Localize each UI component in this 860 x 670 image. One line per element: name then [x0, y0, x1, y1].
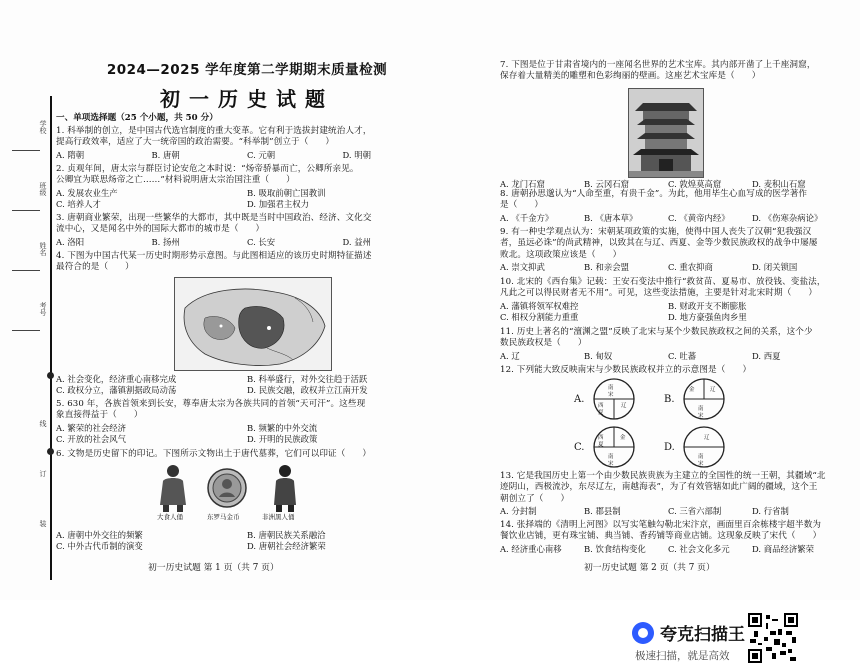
question-stem: 13. 它是我国历史上第一个由少数民族贵族为主建立的全国性的统一王朝，其疆域“北 迹阴山，西极流沙，东尽辽左，南越海表”，为了有效管辖如此广阔的疆域，这个王 朝创立了（ ）: [500, 471, 826, 504]
option-a[interactable]: A. 社会变化，经济重心南移完成: [56, 374, 177, 384]
fill-line: [12, 210, 40, 211]
mogao-caves-image: [628, 88, 704, 178]
option-d[interactable]: D. 《伤寒杂病论》: [752, 212, 823, 223]
scanner-slogan: 极速扫描，就是高效: [635, 650, 730, 662]
option-a[interactable]: A. 繁荣的社会经济: [56, 422, 126, 433]
option-c[interactable]: C. 相权分割能力重重: [500, 311, 579, 322]
region-diagram: [682, 425, 726, 469]
option-a[interactable]: A. 隋朝: [56, 149, 85, 160]
question-1: [56, 126, 438, 161]
option-c[interactable]: C. 元朝: [247, 149, 276, 160]
question-stem: 8. 唐朝孙思邈认为“人命至重，有贵千金”。为此，他用毕生心血写成的医学著作 是（ ）: [500, 189, 808, 211]
option-c[interactable]: C. 敦煌莫高窟: [668, 179, 722, 189]
region-label: 辽: [710, 387, 716, 393]
option-a[interactable]: A. 经济重心南移: [500, 543, 562, 554]
option-a[interactable]: A. 《千金方》: [500, 212, 554, 223]
option-c[interactable]: C. 政权分立，藩镇割据政局动荡: [56, 385, 177, 396]
option-b[interactable]: B. 《唐本草》: [584, 212, 638, 223]
option-b[interactable]: B. 频繁的中外交流: [247, 422, 318, 433]
option-a[interactable]: A. 辽: [500, 350, 520, 361]
figurine-graphic: [265, 463, 305, 513]
page-footer: 初一历史试题 第 1 页（共 7 页）: [148, 563, 279, 573]
option-d[interactable]: D. 加强君主权力: [247, 198, 309, 209]
question-8: [500, 189, 836, 224]
option-d[interactable]: D. 西夏: [752, 350, 781, 361]
option-a[interactable]: A. 分封制: [500, 506, 537, 517]
historical-map-image: [174, 277, 332, 371]
option-c[interactable]: C. 培养人才: [56, 198, 101, 209]
fill-line: [12, 330, 40, 331]
region-label: 南宋: [698, 406, 704, 420]
map-graphic: [175, 278, 331, 370]
scanner-brand-name: 夸克扫描王: [660, 625, 745, 645]
question-5: [56, 399, 438, 445]
question-stem: 2. 贞观年间，唐太宗与群臣讨论安危之本时说：“炀帝骄暴而亡，公卿所亲见。 公卿宜为联思炀帝之亡……”材料说明唐太宗治国注重（ ）: [56, 164, 359, 186]
exam-subject-title: 初一历史试题: [160, 87, 334, 111]
option-a[interactable]: A. 发展农业生产: [56, 187, 118, 198]
region-label: 金: [689, 387, 695, 393]
region-diagram: [682, 377, 726, 421]
qr-code-icon: [748, 613, 798, 663]
option-b[interactable]: B. 财政开支不断膨胀: [668, 300, 747, 311]
pagoda-graphic: [629, 89, 703, 177]
question-stem: 4. 下图为中国古代某一历史时期形势示意图。与此图相适应的该历史时期特征描述 最符合的是（ ）: [56, 251, 372, 273]
region-label: 西夏: [598, 403, 604, 417]
option-b[interactable]: B. 饮食结构变化: [584, 543, 646, 554]
section-heading: 一、单项选择题（25 个小题，共 50 分）: [56, 113, 218, 123]
question-3: [56, 213, 438, 248]
question-9: [500, 227, 836, 273]
option-d[interactable]: D. 地方豪强鱼肉乡里: [668, 311, 747, 322]
binding-label: 姓名: [39, 242, 47, 256]
question-13: [500, 471, 836, 517]
option-d[interactable]: D. 益州: [342, 236, 371, 247]
binding-margin: [0, 0, 52, 600]
region-label: 西夏: [598, 435, 604, 449]
option-d[interactable]: D. 明朝: [342, 149, 371, 160]
option-c[interactable]: C. 中外古代币制的演变: [56, 541, 143, 552]
option-a[interactable]: A. 龙门石窟: [500, 179, 545, 189]
option-c[interactable]: C. 吐蕃: [668, 350, 697, 361]
option-a[interactable]: A. 洛阳: [56, 236, 85, 247]
option-c[interactable]: C. 长安: [247, 236, 276, 247]
question-4: [56, 251, 438, 396]
option-d[interactable]: D. 行省制: [752, 506, 789, 517]
binding-label: 订: [39, 470, 47, 477]
question-10: [500, 277, 836, 323]
option-c[interactable]: C. 开放的社会风气: [56, 433, 127, 444]
option-b[interactable]: B. 云冈石窟: [584, 179, 629, 189]
question-stem: 9. 有一种史学观点认为：宋朝某项政策的实施，使得中国人丧失了汉朝“犯我强汉 者，虽远必诛”的尚武精神，以致其在与辽、西夏、金等少数民族政权的战争中屡屡 败北。这项政策应该是（ ）: [500, 227, 818, 260]
option-d[interactable]: D. 唐朝社会经济繁荣: [247, 541, 326, 552]
question-7: [500, 60, 836, 189]
option-letter: D.: [664, 442, 675, 453]
option-b[interactable]: B. 唐朝: [151, 149, 180, 160]
region-label: 金: [620, 435, 626, 441]
binding-label: 班级: [39, 182, 47, 196]
region-label: 南宋: [608, 385, 614, 399]
question-12: [500, 365, 836, 468]
option-letter: C.: [574, 442, 585, 453]
question-stem: 7. 下图是位于甘肃省境内的一座闻名世界的艺术宝库。其内部开凿了上千座洞窟， 保存着大量精美的雕塑和色彩绚丽的壁画。这座艺术宝库是（ ）: [500, 60, 816, 82]
option-a[interactable]: A. 藩镇将领军权难控: [500, 300, 579, 311]
binding-label: 学校: [39, 120, 47, 134]
binding-label: 线: [39, 420, 47, 427]
fill-line: [12, 150, 40, 151]
option-d[interactable]: D. 民族交融，政权并立江南开发: [247, 385, 368, 396]
option-letter: B.: [664, 394, 675, 405]
question-stem: 11. 历史上著名的“澶渊之盟”反映了北宋与某个少数民族政权之间的关系，这个少 数民族政权是（ ）: [500, 327, 813, 349]
option-c[interactable]: C. 重农抑商: [668, 262, 713, 273]
binding-label: 考号: [39, 302, 47, 316]
question-14: [500, 520, 836, 555]
question-11: [500, 327, 836, 362]
option-b[interactable]: B. 吸取前朝亡国教训: [247, 187, 326, 198]
option-a[interactable]: A. 崇文抑武: [500, 262, 545, 273]
option-b[interactable]: B. 唐朝民族关系融洽: [247, 530, 326, 540]
caption: 东罗马金币: [207, 513, 240, 521]
figurine-graphic: [153, 463, 193, 513]
region-label: 辽: [704, 435, 710, 441]
coin-graphic: [206, 467, 248, 509]
option-c[interactable]: C. 社会文化多元: [668, 543, 730, 554]
option-c[interactable]: C. 《黄帝内经》: [668, 212, 730, 223]
question-6: [56, 449, 438, 552]
caption: 大食人俑: [157, 513, 183, 521]
option-b[interactable]: B. 和亲会盟: [584, 262, 629, 273]
question-stem: 12. 下列能大致反映南宋与少数民族政权并立的示意图是（ ）: [500, 365, 752, 375]
question-stem: 3. 唐朝商业繁荣，出现一些繁华的大都市，其中既是当时中国政治、经济、文化交 流中心，又是闻名中外的国际大都市的城市是（ ）: [56, 213, 372, 235]
question-stem: 6. 文物是历史留下的印记。下图所示文物出土于唐代墓葬，它们可以印证（ ）: [56, 449, 372, 459]
option-b[interactable]: B. 甸奴: [584, 350, 613, 361]
question-stem: 10. 北宋的《西台集》记载：王安石变法中推行“救贫苗、夏易市、放役钱、变盐法， 凡此之可以得民财者无不用”。可见，这些变法措施，主要是针对北宋时期（ ）: [500, 277, 826, 299]
option-d[interactable]: D. 闭关锁国: [752, 262, 798, 273]
option-letter: A.: [574, 394, 585, 405]
region-label: 南宋: [698, 454, 704, 468]
coin-image: [204, 467, 250, 513]
option-c[interactable]: C. 三省六部制: [668, 506, 722, 517]
binding-hole: [47, 448, 54, 455]
fill-line: [12, 270, 40, 271]
option-b[interactable]: B. 郡县制: [584, 506, 621, 517]
binding-label: 装: [39, 520, 47, 527]
option-d[interactable]: D. 开明的民族政策: [247, 433, 318, 444]
question-stem: 14. 张择端的《清明上河图》以写实笔触勾勒北宋汴京，画面里百余栋楼宇超半数为 餐饮业店铺，更有珠宝铺、典当铺、香药铺等商业店铺。这现象反映了宋代（ ）: [500, 520, 822, 542]
question-stem: 1. 科举制的创立，是中国古代选官制度的重大变革。它有利于选拔封建统治人才， 提高行政效率，适应了大一统帝国的政治需要。“科举制”创立于（ ）: [56, 126, 372, 148]
question-2: [56, 164, 438, 210]
question-stem: 5. 630 年，各族首领来到长安，尊奉唐太宗为各族共同的首领“天可汗”。这些现 象直接得益于（ ）: [56, 399, 366, 421]
option-b[interactable]: B. 科举盛行，对外交往趋于活跃: [247, 374, 368, 384]
region-label: 南宋: [608, 454, 614, 468]
exam-year-title: 2024—2025 学年度第二学期期末质量检测: [106, 62, 388, 78]
region-label: 辽: [621, 403, 627, 409]
option-d[interactable]: D. 商品经济繁荣: [752, 543, 814, 554]
page-footer: 初一历史试题 第 2 页（共 7 页）: [584, 563, 715, 573]
scanner-logo-icon: [632, 622, 654, 644]
option-a[interactable]: A. 唐朝中外交往的频繁: [56, 530, 143, 540]
caption: 非洲黑人俑: [262, 513, 295, 521]
binding-line: [50, 96, 52, 580]
scanner-brand: [632, 620, 745, 645]
binding-hole: [47, 372, 54, 379]
option-b[interactable]: B. 扬州: [151, 236, 180, 247]
option-d[interactable]: D. 麦积山石窟: [752, 179, 806, 189]
